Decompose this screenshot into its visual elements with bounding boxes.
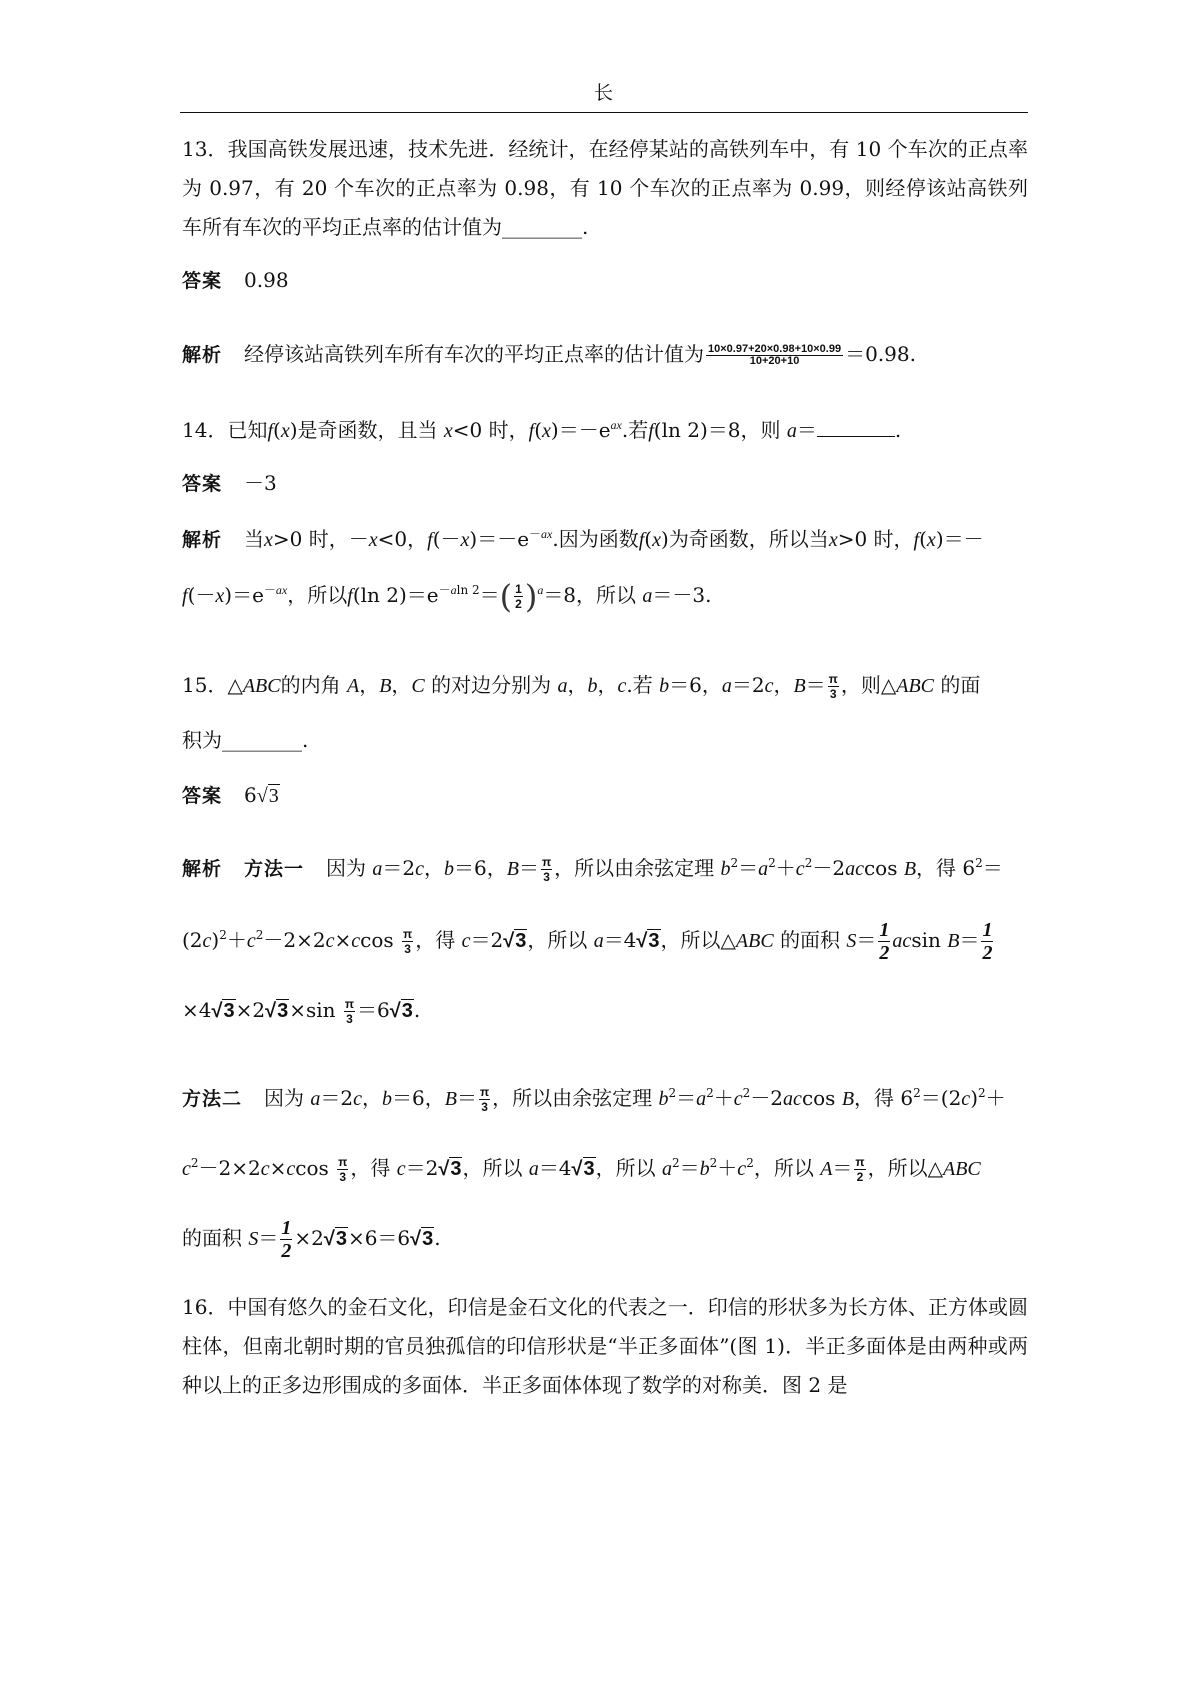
- question-13: 13．我国高铁发展迅速，技术先进．经统计，在经停某站的高铁列车中，有 10 个车次的正点率为 0.97，有 20 个车次的正点率为 0.98，有 10 个车次的正点率为 0.99，则经停该站高铁列车所有车次的平均正点率的估计值为________.: [182, 137, 1028, 239]
- analysis-end: ＝0.98.: [845, 342, 916, 366]
- question-14: 14．已知f(x)是奇函数，且当 x<0 时，$f(x)=-e^{ax}$.若f(ln 2)＝8，则 a＝ .: [182, 418, 902, 442]
- fraction: [706, 344, 843, 367]
- q14-answer: [182, 463, 1028, 504]
- q15-method1-line-3: ×4√3×2√3×sin $\frac{\pi}{3}$ ＝6√3.: [182, 997, 421, 1026]
- answer-value: －3: [244, 471, 277, 495]
- analysis-text: 经停该站高铁列车所有车次的平均正点率的估计值为: [244, 342, 705, 366]
- method-1-label: 方法一: [244, 858, 305, 880]
- q15-method2-line-2: $c^2-2\times 2c\times ccos$ $\frac{\pi}{3}$ ，得 c＝2√3，所以 a＝4√3，所以 $a^2=b^2+c^2$，所以 A＝ $\frac{\pi}{2}$ ，所以△ABC: [182, 1155, 981, 1184]
- fraction-pi-over-3: $\frac{\pi}{3}$: [828, 672, 838, 701]
- q15-method1-line-2: $(2c)^2+c^2-2\times 2c\times ccos$ $\frac{\pi}{3}$ ，得 c＝2√3，所以 a＝4√3，所以△ABC 的面积 S＝ $\frac{1}{2}$ acsin B＝ $\frac{1}{2}$: [182, 919, 993, 964]
- fraction-denominator: 10+20+10: [749, 355, 800, 367]
- q15-method2-line-1: 方法二 因为 a＝2c，b＝6，B＝ $\frac{\pi}{3}$ ，所以由余弦定理 $b^2=a^2+c^2-2accos$ B，得 $6^2=(2c)^2+$: [182, 1085, 1006, 1114]
- answer-label: 答案: [182, 785, 223, 807]
- method-2-label: 方法二: [182, 1088, 243, 1110]
- q15-method2-line-3: 的面积 S＝ $\frac{1}{2}$ ×2√3×6＝6√3.: [182, 1217, 441, 1262]
- analysis-label: 解析: [182, 344, 223, 366]
- q13-answer: [182, 260, 1028, 301]
- fraction-numerator: 10×0.97+20×0.98+10×0.99: [708, 343, 842, 355]
- question-15-line-1: 15．△ABC的内角 A，B，C 的对边分别为 a，b，c.若 b＝6，a＝2c，B＝ $\frac{\pi}{3}$ ，则△ABC 的面: [182, 672, 981, 701]
- fraction-one-half: $\frac{1}{2}$: [515, 582, 522, 611]
- analysis-label: 解析: [182, 858, 223, 880]
- analysis-label: 解析: [182, 529, 223, 551]
- q13-analysis: [182, 334, 1028, 375]
- page-header: 长: [593, 82, 614, 104]
- q14-analysis-line-2: $f(-x)=e^{-ax}$，所以f(ln $2)=e^{-aln 2}=$( $\frac{1}{2}$ )$^a$＝8，所以 a＝－3.: [182, 577, 712, 616]
- sqrt: √3: [256, 785, 279, 807]
- q14-analysis-line-1: 解析 当x>0 时，－x<0，$f(-x)=-e^{-ax}$.因为函数f(x)为奇函数，所以当x>0 时，f(x)＝－: [182, 527, 984, 551]
- answer-label: 答案: [182, 270, 223, 292]
- answer-value: 0.98: [244, 268, 289, 292]
- answer-label: 答案: [182, 473, 223, 495]
- answer-blank: [817, 418, 895, 437]
- question-16: 16．中国有悠久的金石文化，印信是金石文化的代表之一．印信的形状多为长方体、正方体或圆柱体，但南北朝时期的官员独孤信的印信形状是“半正多面体”(图 1)．半正多面体是由两种或两种以上的正多边形围成的多面体．半正多面体体现了数学的对称美．图 2 是: [182, 1295, 1028, 1397]
- header-rule: [180, 112, 1028, 113]
- q15-method1-line-1: 解析 方法一 因为 a＝2c，b＝6，B＝ $\frac{\pi}{3}$ ，所以由余弦定理 $b^2=a^2+c^2-2accos$ B，得 $6^2=$: [182, 855, 1003, 884]
- question-15-line-2: 积为________.: [182, 728, 309, 752]
- q15-answer: 答案 6√3: [182, 783, 279, 807]
